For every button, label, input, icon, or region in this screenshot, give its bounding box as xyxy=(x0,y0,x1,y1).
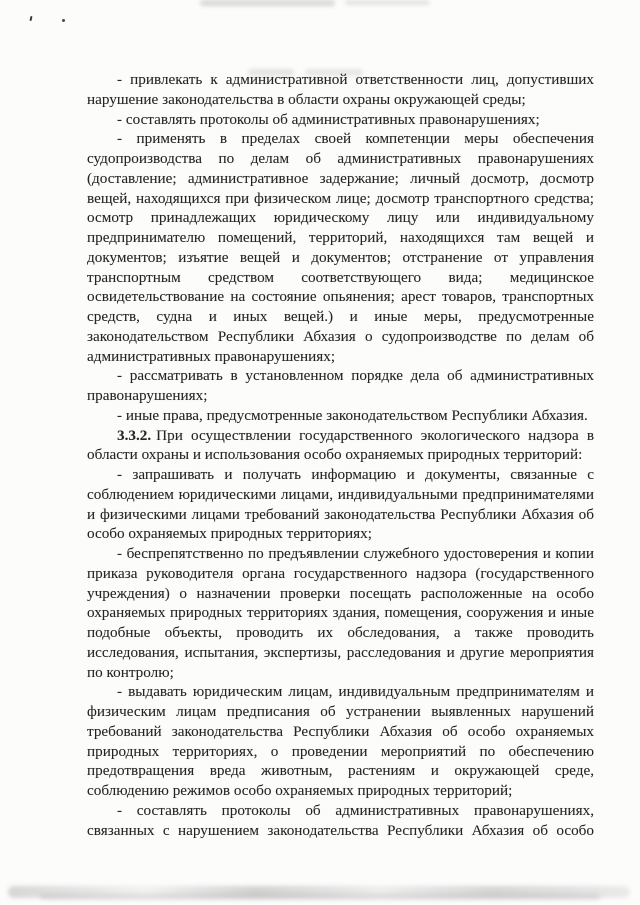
document-body xyxy=(87,70,594,840)
paragraph xyxy=(87,465,594,544)
scan-smudge-bottom xyxy=(8,886,630,898)
paragraph xyxy=(87,544,594,682)
paragraph-continued-next-page xyxy=(87,801,594,841)
paragraph xyxy=(87,406,594,426)
paragraph xyxy=(87,110,594,130)
paragraph xyxy=(87,366,594,406)
paragraph-text: - беспрепятственно по предъявлении служебного удостоверения и копии приказа руководителя органа государственного надзора (государственного учреждения) о назначении проверки посещать расположенные на особо охраняемых природных территориях здания, помещения, сооружения и иные подобные объекты, проводить их обследования, а также проводить исследования, испытания, экспертизы, расследования и другие мероприятия по контролю; xyxy=(87,545,594,681)
paragraph xyxy=(87,70,594,110)
paragraph xyxy=(87,682,594,801)
paragraph-text: - выдавать юридическим лицам, индивидуальным предпринимателям и физическим лицам предписания об устранении выявленных нарушений требований законодательства Республики Абхазия об особо охраняемых природных территориях, о проведении мероприятий по обеспечению предотвращения вреда животным, растениям и окружающей среде, соблюдению режимов особо охраняемых природных территорий; xyxy=(87,683,594,799)
paragraph-text: - составлять протоколы об административных правонарушениях, связанных с нарушением законодательства Республики Абхазия об особо xyxy=(87,801,594,839)
paragraph-text: - привлекать к административной ответственности лиц, допустивших нарушение законодательства в области охраны окружающей среды; xyxy=(87,71,594,108)
paragraph xyxy=(87,129,594,366)
scan-smudge-bottom xyxy=(40,894,600,900)
paragraph-text: - рассматривать в установленном порядке дела об административных правонарушениях; xyxy=(87,367,594,404)
scan-smudge-top xyxy=(200,0,335,6)
paragraph-clause-3-3-2 xyxy=(87,426,594,466)
paragraph-text: - запрашивать и получать информацию и документы, связанные с соблюдением юридическими лицами, индивидуальными предпринимателями и физическими лицами требований законодательства Республики Абхазия об особо охраняемых природных территориях; xyxy=(87,466,594,543)
paragraph-text: При осуществлении государственного экологического надзора в области охраны и использования особо охраняемых природных территорий: xyxy=(87,426,594,464)
scan-smudge-top xyxy=(345,0,430,5)
paragraph-text: - иные права, предусмотренные законодательством Республики Абхазия. xyxy=(117,406,588,424)
paragraph-text: - применять в пределах своей компетенции меры обеспечения судопроизводства по делам об административных правонарушениях (доставление; административное задержание; личный досмотр, досмотр вещей, находящихся при физическом лице; досмотр транспортного средства; осмотр принадлежащих юридическому лицу или индивидуальному предпринимателю помещений, территорий, находящихся там вещей и документов; изъятие вещей и документов; отстранение от управления транспортным средством соответствующего вида; медицинское освидетельствование на состояние опьянения; арест товаров, транспортных средств, судна и иных вещей.) и иные меры, предусмотренные законодательством Республики Абхазия о судопроизводстве по делам об административных правонарушениях; xyxy=(87,130,594,365)
ink-speck xyxy=(29,16,32,21)
paragraph-text: - составлять протоколы об административных правонарушениях; xyxy=(117,110,540,128)
clause-number: 3.3.2. xyxy=(117,426,152,444)
ink-speck xyxy=(62,19,65,22)
